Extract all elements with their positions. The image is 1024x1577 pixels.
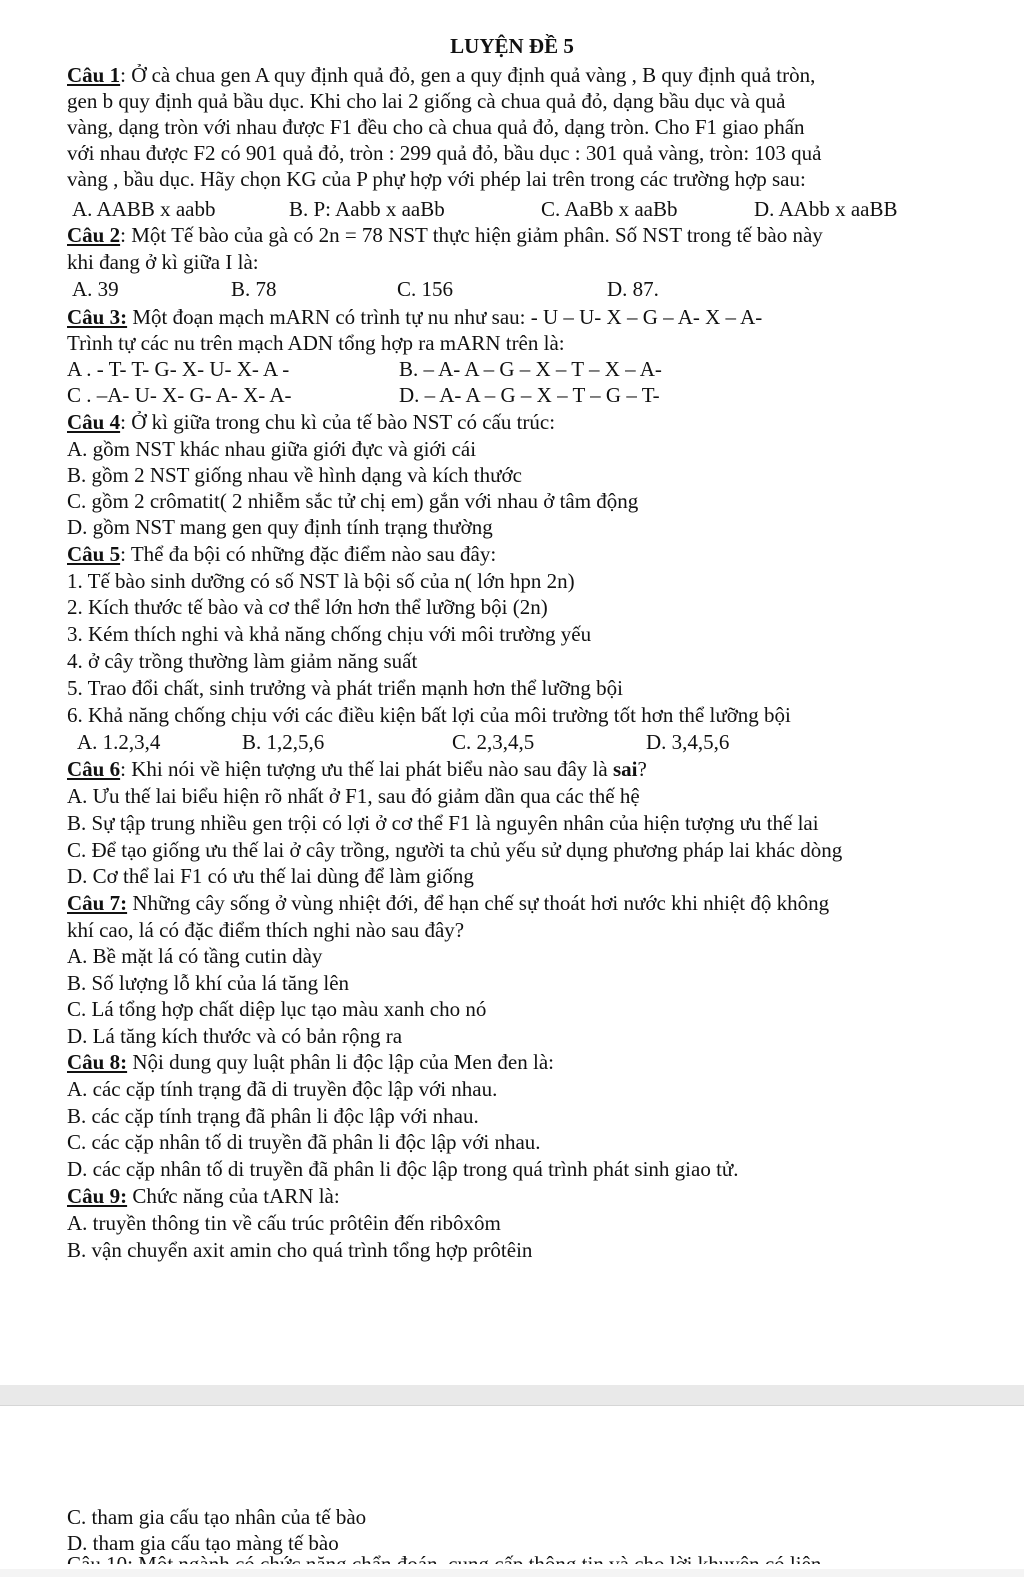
question-6-line-1 [67, 756, 647, 782]
question-9-line-1 [67, 1183, 340, 1209]
question-3-line-2: Trình tự các nu trên mạch ADN tổng hợp ra mARN trên là: [67, 331, 565, 355]
question-2-line-2: khi đang ở kì giữa I là: [67, 250, 259, 274]
question-1-option-a: A. AABB x aabb [72, 197, 216, 221]
question-8-option-d: D. các cặp nhân tố di truyền đã phân li độc lập trong quá trình phát sinh giao tử. [67, 1157, 739, 1181]
question-3-option-c: C . –A- U- X- G- A- X- A- [67, 383, 292, 407]
question-7-line-1 [67, 890, 829, 916]
question-5-statement-2: 2. Kích thước tế bào và cơ thể lớn hơn thể lưỡng bội (2n) [67, 595, 548, 619]
question-5-option-d: D. 3,4,5,6 [646, 730, 730, 754]
question-1-option-c: C. AaBb x aaBb [541, 197, 678, 221]
question-6-text: : Khi nói về hiện tượng ưu thế lai phát biểu nào sau đây là [120, 757, 613, 781]
question-5-statement-6: 6. Khả năng chống chịu với các điều kiện bất lợi của môi trường tốt hơn thể lưỡng bội [67, 703, 791, 727]
question-2-text: : Một Tế bào của gà có 2n = 78 NST thực hiện giảm phân. Số NST trong tế bào này [120, 223, 823, 247]
question-1-line-3: vàng, dạng tròn với nhau được F1 đều cho cà chua quả đỏ, dạng tròn. Cho F1 giao phấn [67, 115, 805, 139]
question-9-option-d: D. tham gia cấu tạo màng tế bào [67, 1531, 339, 1555]
question-4-option-d: D. gồm NST mang gen quy định tính trạng thường [67, 515, 493, 539]
question-1-option-b: B. P: Aabb x aaBb [289, 197, 445, 221]
question-2-line-1 [67, 222, 823, 248]
question-4-option-c: C. gồm 2 crômatit( 2 nhiễm sắc tử chị em) gắn với nhau ở tâm động [67, 489, 639, 513]
question-6-option-b: B. Sự tập trung nhiều gen trội có lợi ở cơ thể F1 là nguyên nhân của hiện tượng ưu thế lai [67, 811, 819, 835]
question-5-statement-5: 5. Trao đổi chất, sinh trưởng và phát triển mạnh hơn thể lưỡng bội [67, 676, 623, 700]
question-8-line-1 [67, 1049, 554, 1075]
question-3-option-b: B. – A- A – G – X – T – X – A- [399, 357, 662, 381]
question-1-line-4: với nhau được F2 có 901 quả đỏ, tròn : 299 quả đỏ, bầu dục : 301 quả vàng, tròn: 103 quả [67, 141, 822, 165]
question-3-option-d: D. – A- A – G – X – T – G – T- [399, 383, 660, 407]
question-2-option-c: C. 156 [397, 277, 454, 301]
question-2-option-b: B. 78 [231, 277, 277, 301]
question-1-option-d: D. AAbb x aaBB [754, 197, 898, 221]
question-2-option-a: A. 39 [72, 277, 119, 301]
question-6-option-c: C. Để tạo giống ưu thế lai ở cây trồng, người ta chủ yếu sử dụng phương pháp lai khác dòng [67, 838, 843, 862]
question-7-option-b: B. Số lượng lỗ khí của lá tăng lên [67, 971, 350, 995]
question-9-option-a: A. truyền thông tin về cấu trúc prôtêin đến ribôxôm [67, 1211, 501, 1235]
question-6-question-mark: ? [637, 757, 647, 781]
question-2-option-d: D. 87. [607, 277, 659, 301]
question-7-option-a: A. Bề mặt lá có tầng cutin dày [67, 944, 323, 968]
page-separator [0, 1385, 1024, 1405]
question-3-option-a: A . - T- T- G- X- U- X- A - [67, 357, 290, 381]
question-6-emphasis: sai [612, 757, 638, 781]
question-9-option-b: B. vận chuyển axit amin cho quá trình tổng hợp prôtêin [67, 1238, 533, 1262]
question-7-text: Những cây sống ở vùng nhiệt đới, để hạn chế sự thoát hơi nước khi nhiệt độ không [127, 891, 830, 915]
document-page-2 [0, 1405, 1024, 1569]
question-8-text: Nội dung quy luật phân li độc lập của Men đen là: [127, 1050, 554, 1074]
question-3-text: Một đoạn mạch mARN có trình tự nu như sau: - U – U- X – G – A- X – A- [127, 305, 763, 329]
question-4-line-1 [67, 409, 555, 435]
question-9-label: Câu 9: [67, 1184, 128, 1208]
question-9-text: Chức năng của tARN là: [127, 1184, 340, 1208]
question-5-statement-3: 3. Kém thích nghi và khả năng chống chịu với môi trường yếu [67, 622, 592, 646]
question-7-label: Câu 7: [67, 891, 128, 915]
question-6-option-a: A. Ưu thế lai biểu hiện rõ nhất ở F1, sau đó giảm dần qua các thế hệ [67, 784, 640, 808]
question-5-label: Câu 5 [67, 542, 121, 566]
question-5-line-1 [67, 541, 496, 567]
question-8-option-b: B. các cặp tính trạng đã phân li độc lập với nhau. [67, 1104, 479, 1128]
question-1-text: : Ở cà chua gen A quy định quả đỏ, gen a quy định quả vàng , B quy định quả tròn, [120, 63, 816, 87]
question-6-label: Câu 6 [67, 757, 121, 781]
question-5-option-c: C. 2,3,4,5 [452, 730, 535, 754]
question-5-statement-4: 4. ở cây trồng thường làm giảm năng suất [67, 649, 418, 673]
question-4-text: : Ở kì giữa trong chu kì của tế bào NST có cấu trúc: [120, 410, 556, 434]
question-5-statement-1: 1. Tế bào sinh dưỡng có số NST là bội số của n( lớn hpn 2n) [67, 569, 575, 593]
question-2-label: Câu 2 [67, 223, 121, 247]
question-7-option-c: C. Lá tổng hợp chất diệp lục tạo màu xanh cho nó [67, 997, 487, 1021]
question-8-option-c: C. các cặp nhân tố di truyền đã phân li độc lập với nhau. [67, 1130, 541, 1154]
question-5-option-b: B. 1,2,5,6 [242, 730, 325, 754]
question-8-label: Câu 8: [67, 1050, 128, 1074]
question-9-option-c: C. tham gia cấu tạo nhân của tế bào [67, 1505, 367, 1529]
question-4-option-b: B. gồm 2 NST giống nhau về hình dạng và kích thước [67, 463, 522, 487]
question-6-option-d: D. Cơ thể lai F1 có ưu thế lai dùng để làm giống [67, 864, 474, 888]
question-1-line-5: vàng , bầu dục. Hãy chọn KG của P phự hợp với phép lai trên trong các trường hợp sau: [67, 167, 806, 191]
question-7-line-2: khí cao, lá có đặc điểm thích nghi nào sau đây? [67, 918, 465, 942]
question-1-line-1 [67, 62, 815, 88]
question-4-label: Câu 4 [67, 410, 121, 434]
question-5-text: : Thể đa bội có những đặc điểm nào sau đây: [120, 542, 497, 566]
question-3-label: Câu 3: [67, 305, 128, 329]
question-3-line-1 [67, 304, 762, 330]
document-title: LUYỆN ĐỀ 5 [450, 34, 574, 58]
question-4-option-a: A. gồm NST khác nhau giữa giới đực và giới cái [67, 437, 477, 461]
question-7-option-d: D. Lá tăng kích thước và có bản rộng ra [67, 1024, 403, 1048]
question-5-option-a: A. 1.2,3,4 [77, 730, 161, 754]
question-1-line-2: gen b quy định quả bầu dục. Khi cho lai 2 giống cà chua quả đỏ, dạng bầu dục và quả [67, 89, 786, 113]
question-8-option-a: A. các cặp tính trạng đã di truyền độc lập với nhau. [67, 1077, 498, 1101]
question-1-label: Câu 1 [67, 63, 121, 87]
